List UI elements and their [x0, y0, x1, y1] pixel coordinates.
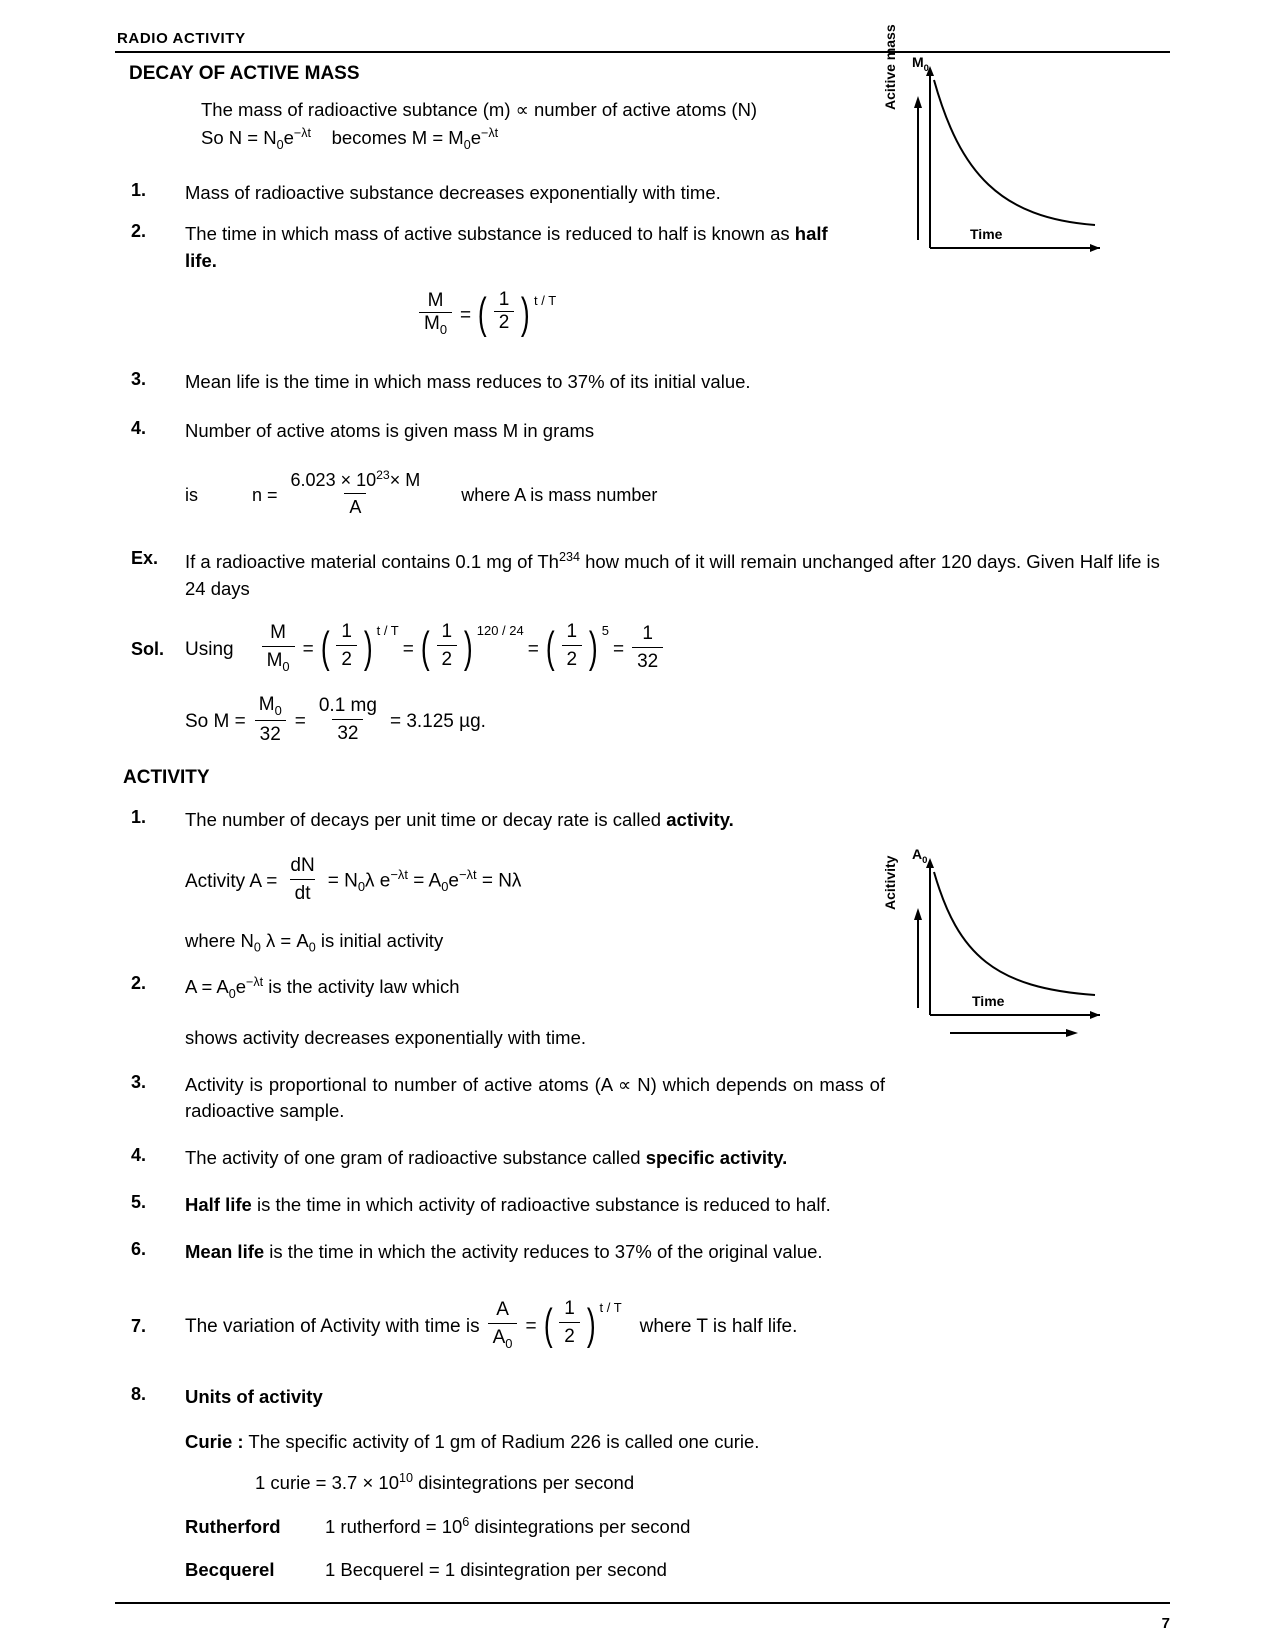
curie-label: Curie : — [185, 1430, 244, 1452]
graph-activity — [882, 846, 1120, 1050]
formula-prefix: is — [185, 485, 198, 506]
item-number: 6. — [131, 1238, 147, 1259]
item-number: 5. — [131, 1192, 147, 1213]
item-number: 7. — [131, 1316, 147, 1337]
item-number: 4. — [131, 417, 147, 438]
becquerel-value: 1 Becquerel = 1 disintegration per second — [325, 1559, 667, 1581]
footer-rule — [115, 1602, 1170, 1604]
list-item — [115, 1239, 1170, 1266]
section-title-decay-of-active-mass: DECAY OF ACTIVE MASS — [129, 63, 360, 84]
units-curie-row — [115, 1429, 1170, 1456]
activity-prefix: Activity A = — [185, 870, 278, 892]
graph1-x-axis-label: Time — [970, 226, 1003, 242]
page-number: 7 — [1161, 1615, 1170, 1632]
intro-exp1: −λt — [293, 125, 312, 140]
item-text: The variation of Activity with time is $\frac{A}{A_0}$ = ( $\frac{1}{2}$ ) t / T where T is half life. — [185, 1298, 1170, 1356]
graph-active-mass-svg — [890, 58, 1120, 258]
becquerel-label: Becquerel — [185, 1559, 275, 1581]
item-text: $A = A_0e^{-\lambda t}$ is the activity law which shows activity decreases exponentially with time. — [185, 973, 1170, 1052]
exponent-1: t / T — [376, 622, 399, 638]
fraction-n: $\frac{6.023 \times 10^{23}\times M}{A}$ — [286, 467, 426, 520]
example-block — [115, 548, 1170, 603]
item-text-second-line: shows activity decreases exponentially with time. — [185, 1026, 587, 1048]
graph1-y-intercept-label: $M_0$ — [912, 54, 929, 74]
list-item — [115, 418, 1170, 445]
item-text: Number of active atoms is given mass M in grams — [185, 419, 595, 441]
header-rule — [115, 51, 1170, 53]
item-number: 1. — [131, 806, 147, 827]
curie-text: The specific activity of 1 gm of Radium 226 is called one curie. — [248, 1430, 760, 1452]
list-item — [115, 369, 1170, 396]
graph1-y-axis-label: Acitive mass — [882, 24, 898, 110]
fraction-half: $\frac{1}{2}$ — [494, 289, 515, 334]
example-label: Ex. — [131, 547, 159, 568]
units-becquerel-row — [115, 1557, 1170, 1584]
units-rutherford-row — [115, 1513, 1170, 1541]
list-item — [115, 1145, 1170, 1172]
fraction-dn-dt: $\frac{dN}{dt}$ — [285, 852, 319, 908]
intro-sub-0b: 0 — [463, 137, 471, 152]
item-text: Mass of radioactive substance decreases exponentially with time. — [185, 181, 721, 203]
list-item — [115, 807, 1170, 834]
solution-line-1: Using $\frac{M}{M_0}$ = ( $\frac{1}{2}$ ) t / T = ( $\frac{1}{2}$ ) 120 / 24 = ( $\frac{1}{2}$ ) 5 = $\frac{1}{32}$ — [185, 621, 1170, 679]
header-title: RADIO ACTIVITY — [117, 30, 246, 47]
item-text: Activity is proportional to number of active atoms (A ∝ N) which depends on mass of radioactive sample. — [185, 1073, 885, 1122]
intro-line-1: The mass of radioactive subtance (m) ∝ number of active atoms (N) — [201, 99, 758, 120]
paren-group: ( $\frac{1}{2}$ ) t / T — [478, 288, 557, 338]
item-text-part1: The time in which mass of active substance is reduced to half is known as — [185, 222, 795, 244]
intro-e1: e — [283, 126, 294, 148]
item-number: 3. — [131, 1071, 147, 1092]
fraction-m0-over-32: $\frac{M_0}{32}$ — [254, 691, 287, 749]
intro-e2: e — [470, 126, 481, 148]
fraction-a-over-a0: $\frac{A}{A_0}$ — [488, 1296, 518, 1354]
where-line: where $N_0$ $\lambda = A_0$ is initial activity — [185, 929, 444, 955]
item-number: 2. — [131, 220, 147, 241]
exponent-2: 120 / 24 — [476, 622, 524, 638]
item-text: Units of activity — [185, 1385, 323, 1407]
rutherford-label: Rutherford — [185, 1516, 281, 1538]
solution-line-2-row — [115, 693, 1170, 751]
curie-value: 1 curie = $3.7 \times 10^{10}$ disintegrations per second — [255, 1471, 635, 1494]
solution-line-2: So M = $\frac{M_0}{32}$ = $\frac{0.1 mg}{32}$ = 3.125 µg. — [185, 693, 1170, 751]
graph2-y-intercept-label: $A_0$ — [912, 846, 928, 866]
example-text: If a radioactive material contains 0.1 mg of Th$^{234}$ how much of it will remain unchanged after 120 days. Given Half life is 24 days — [185, 549, 1160, 599]
formula-suffix: where A is mass number — [461, 485, 658, 506]
item-number: 3. — [131, 369, 147, 390]
item-text — [185, 221, 845, 275]
fraction-01mg-over-32: $\frac{0.1 mg}{32}$ — [314, 692, 382, 748]
units-curie-value-row — [115, 1469, 1170, 1497]
item-number: 2. — [131, 972, 147, 993]
graph-activity-svg — [890, 850, 1120, 1050]
intro-exp2: −λt — [481, 125, 499, 140]
exponent-3: 5 — [601, 622, 609, 638]
section-title-activity: ACTIVITY — [123, 766, 210, 788]
intro-becomes: becomes M = M — [331, 126, 464, 148]
n-equals: n = — [252, 485, 278, 506]
item-text: The number of decays per unit time or decay rate is called activity. — [185, 808, 734, 830]
graph2-y-axis-label: Acitivity — [882, 855, 898, 910]
item-number: 4. — [131, 1145, 147, 1166]
item-text: Half life is the time in which activity of radioactive substance is reduced to half. — [185, 1194, 831, 1216]
page-header — [115, 30, 1170, 53]
formula-number-of-atoms — [115, 469, 1170, 522]
list-item — [115, 1192, 1170, 1219]
list-item — [115, 1298, 1170, 1356]
item-text: Mean life is the time in which the activity reduces to 37% of the original value. — [185, 1240, 823, 1262]
exponent: t / T — [534, 293, 557, 309]
item-number: 8. — [131, 1383, 147, 1404]
solution-block — [115, 621, 1170, 679]
activity-rest: = $N_0\lambda$ $e^{-\lambda t} = A_0e^{-\lambda t} = N\lambda$ — [327, 867, 522, 895]
list-item — [115, 1384, 1170, 1411]
rutherford-value: 1 rutherford = $10^6$ disintegrations per second — [325, 1515, 691, 1538]
item-text: Mean life is the time in which mass reduces to 37% of its initial value. — [185, 371, 751, 393]
intro-so-n: So N = N — [201, 126, 277, 148]
item-number: 1. — [131, 179, 147, 200]
fraction-m-over-m0: $\frac{M}{M_0}$ — [262, 619, 295, 677]
solution-label: Sol. — [131, 639, 165, 660]
fraction-m-over-m0: $\frac{M}{M_0}$ — [419, 290, 452, 337]
solution-using: Using — [185, 638, 234, 660]
item-text-bold: half life. — [185, 222, 828, 271]
fraction-result: $\frac{1}{32}$ — [632, 620, 663, 676]
item-text: The activity of one gram of radioactive substance called specific activity. — [185, 1147, 788, 1169]
solution-result: = 3.125 µg. — [389, 711, 486, 733]
equals-sign: = — [460, 304, 472, 326]
formula-half-life — [415, 288, 1170, 339]
graph2-x-axis-label: Time — [972, 993, 1005, 1009]
intro-sub-0: 0 — [276, 137, 284, 152]
list-item — [115, 1072, 1170, 1126]
graph-active-mass — [882, 24, 1120, 258]
